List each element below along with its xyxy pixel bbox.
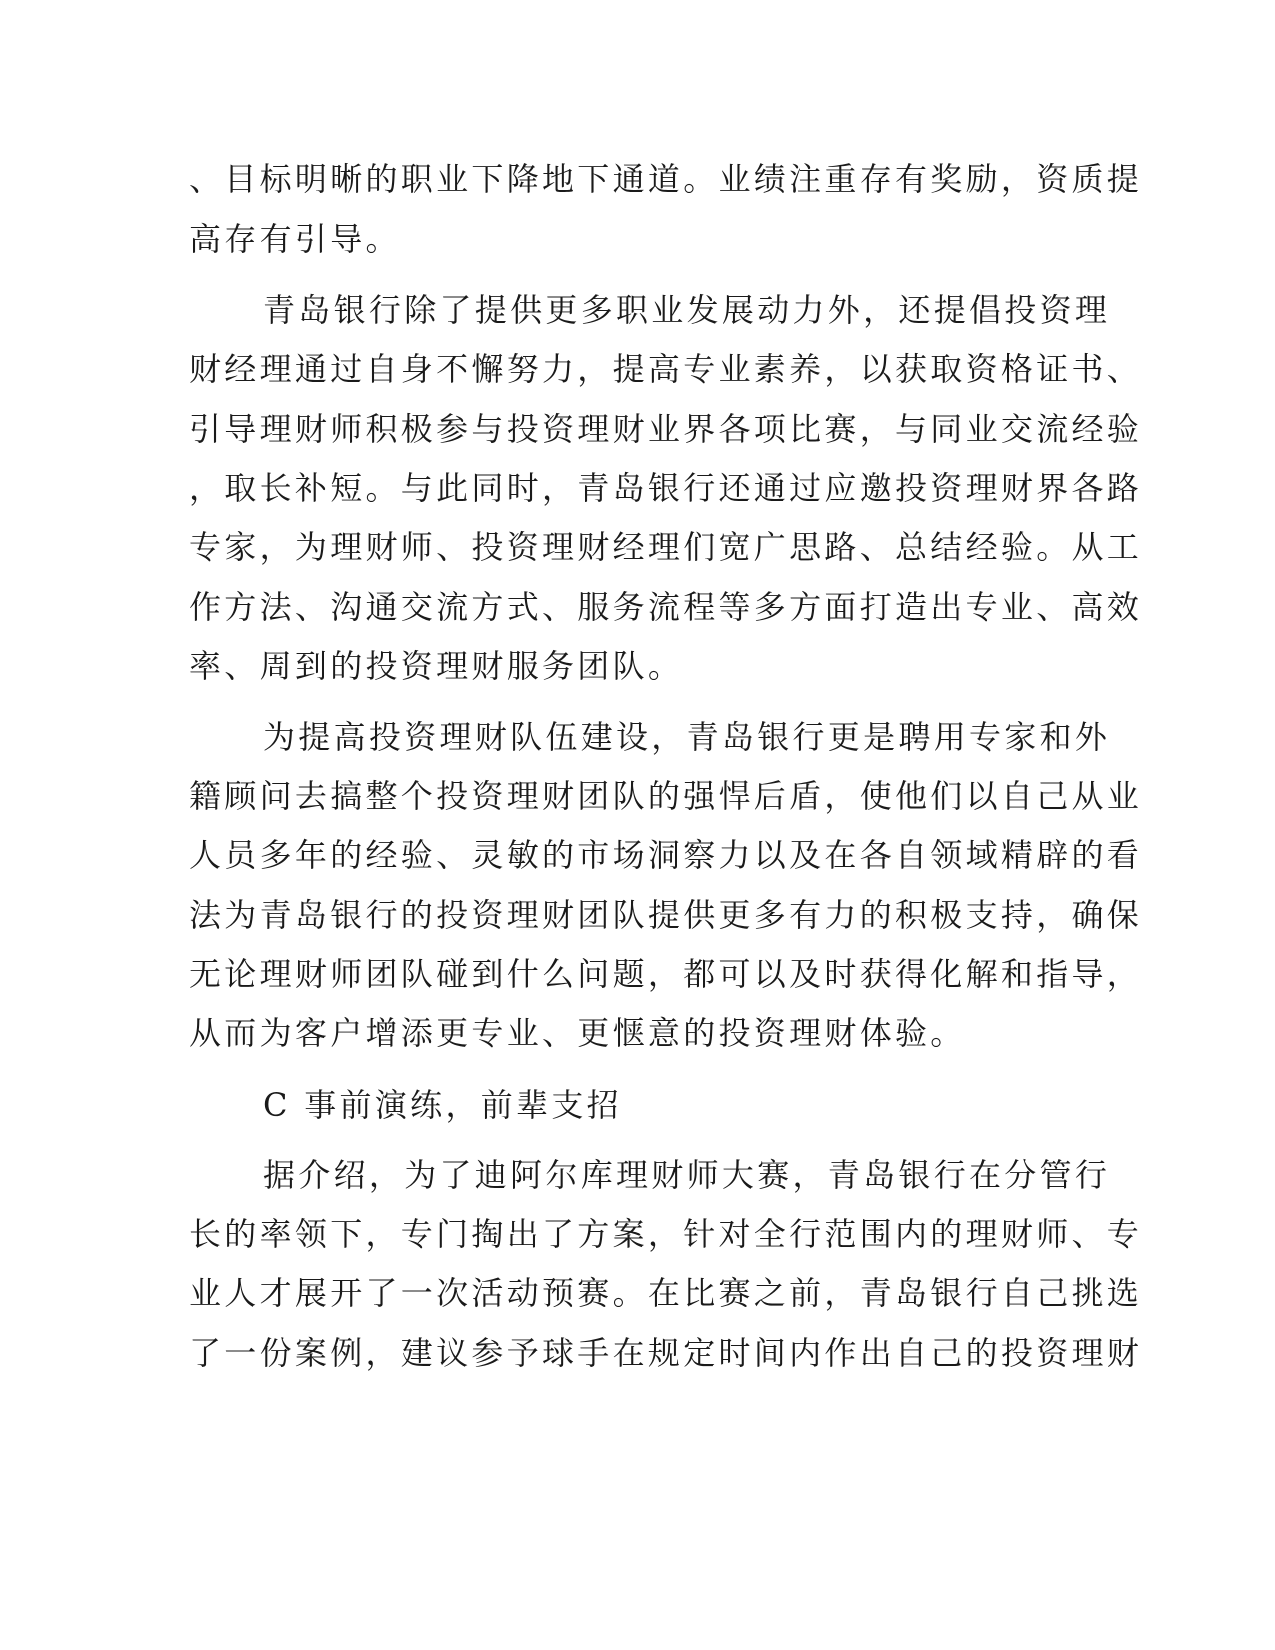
- text-line: 高存有引导。: [189, 220, 401, 258]
- text-line: 人员多年的经验、灵敏的市场洞察力以及在各自领域精辟的看: [189, 836, 1143, 874]
- text-line: 、目标明晰的职业下降地下通道。业绩注重存有奖励，资质提: [189, 160, 1143, 198]
- section-heading: C 事前演练，前辈支招: [263, 1086, 622, 1124]
- text-line: 作方法、沟通交流方式、服务流程等多方面打造出专业、高效: [189, 588, 1143, 626]
- text-line: 引导理财师积极参与投资理财业界各项比赛，与同业交流经验: [189, 410, 1143, 448]
- text-line: ，取长补短。与此同时，青岛银行还通过应邀投资理财界各路: [189, 469, 1143, 507]
- text-line: 法为青岛银行的投资理财团队提供更多有力的积极支持，确保: [189, 896, 1143, 934]
- text-line: 籍顾问去搞整个投资理财团队的强悍后盾，使他们以自己从业: [189, 777, 1143, 815]
- text-line: 财经理通过自身不懈努力，提高专业素养，以获取资格证书、: [189, 350, 1143, 388]
- text-line: 无论理财师团队碰到什么问题，都可以及时获得化解和指导，: [189, 955, 1143, 993]
- text-line: 业人才展开了一次活动预赛。在比赛之前，青岛银行自己挑选: [189, 1274, 1143, 1312]
- paragraph-start-line: 为提高投资理财队伍建设，青岛银行更是聘用专家和外: [263, 718, 1111, 756]
- text-line: 从而为客户增添更专业、更惬意的投资理财体验。: [189, 1014, 966, 1052]
- paragraph-start-line: 据介绍，为了迪阿尔库理财师大赛，青岛银行在分管行: [263, 1156, 1111, 1194]
- text-line: 了一份案例，建议参予球手在规定时间内作出自己的投资理财: [189, 1334, 1143, 1372]
- paragraph-start-line: 青岛银行除了提供更多职业发展动力外，还提倡投资理: [263, 291, 1111, 329]
- text-line: 专家，为理财师、投资理财经理们宽广思路、总结经验。从工: [189, 528, 1143, 566]
- text-line: 率、周到的投资理财服务团队。: [189, 647, 684, 685]
- text-line: 长的率领下，专门掏出了方案，针对全行范围内的理财师、专: [189, 1215, 1143, 1253]
